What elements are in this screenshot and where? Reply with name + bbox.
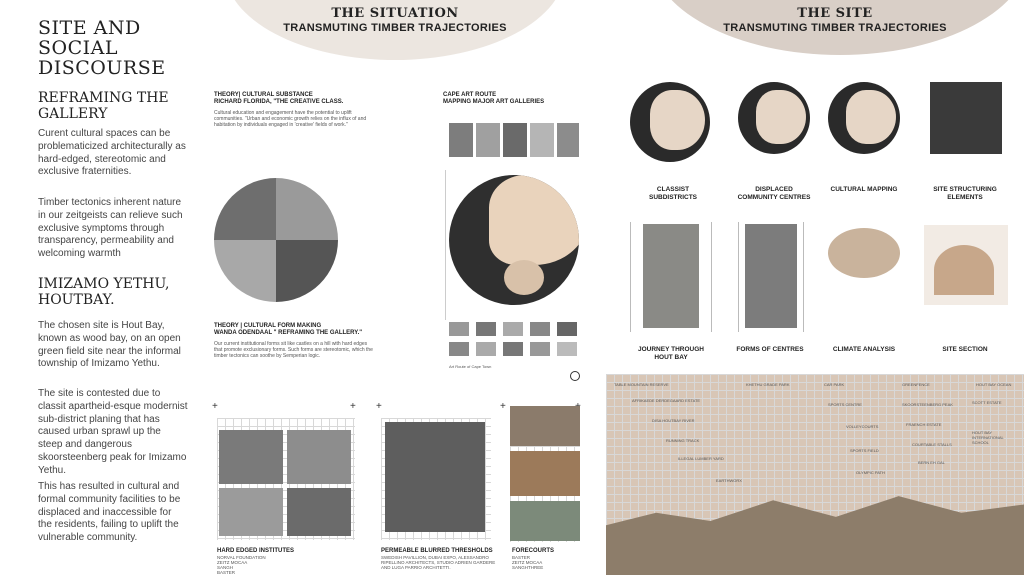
journey-frame — [630, 222, 712, 332]
section-label: HOUT BAY INTERNATIONAL SCHOOL — [972, 430, 1004, 445]
situation-subtitle: TRANSMUTING TIMBER TRAJECTORIES — [283, 22, 507, 34]
gallery-thumb — [476, 342, 496, 356]
section-labels — [606, 374, 1024, 494]
paragraph-contested-site: The site is contested due to classit apartheid-esque modernist sub-district planing that has caused urban sprawl up the steep and dangerous skoorsteenberg peak for Imizamo Yethu. — [38, 388, 188, 476]
section-label: SPORTS CENTRE — [828, 402, 862, 407]
cape-art-route-heading — [443, 92, 583, 106]
caption-forms-of-centres: FORMS OF CENTRES — [736, 346, 804, 353]
theory1-heading: THEORY| CULTURAL SUBSTANCE — [214, 92, 313, 98]
caption-classist-subdistricts: CLASSIST SUBDISTRICTS — [648, 186, 698, 201]
caption-climate: CLIMATE ANALYSIS — [832, 346, 896, 353]
gallery-thumb — [557, 322, 577, 336]
section-label: COURTABLE STALLS — [912, 442, 952, 447]
landscape-terrain — [606, 492, 1024, 575]
section-title-reframing: REFRAMING THE GALLERY — [38, 90, 169, 122]
collage-photo-2 — [276, 178, 338, 240]
section-label: EARTHWORX — [716, 478, 742, 483]
gallery-thumb — [530, 123, 554, 157]
north-arrow-icon — [570, 371, 580, 381]
paragraph-cultural-spaces: Curent cultural spaces can be problematicized architecturally as hard-edged, stereotomic and exclusive fraternities. — [38, 128, 186, 178]
panel2-title: PERMEABLE BLURRED THRESHOLDS — [381, 548, 493, 554]
gallery-thumb — [557, 342, 577, 356]
site-structuring-photo — [930, 82, 1002, 154]
section-label: HOUT BAY OCEAN — [976, 382, 1012, 387]
gallery-thumb — [530, 322, 550, 336]
community-centres-map — [738, 82, 810, 154]
panel3-subtitle: BASTER ZEITZ MOCAA SANGHTHREE — [512, 555, 544, 570]
forms-photo-strip — [745, 224, 797, 328]
map-land — [846, 90, 896, 144]
panel2-subtitle: SWEDISH PAVILLION, DUBAI EXPO, ALESSANDRO RIPELLINO ARCHITECTS, STUDIO ADRIEN GARDERE AND LUGA PARRIO ARCHITETTI. — [381, 555, 496, 570]
gallery-thumb — [476, 322, 496, 336]
crosshair-icon: + — [376, 401, 382, 412]
portrait-collage-circle — [214, 178, 338, 302]
map-land-mass — [489, 175, 579, 265]
forecourt-photo — [510, 406, 580, 446]
gallery-thumb — [449, 322, 469, 336]
section-label: RUNNING TRACK — [666, 438, 700, 443]
section-label: VOLLEYCOURTS — [846, 424, 879, 429]
classist-subdistricts-map — [630, 82, 710, 162]
climate-analysis-diagram — [828, 228, 900, 278]
site-section-diagram — [924, 225, 1008, 305]
gallery-thumb — [449, 123, 473, 157]
collage-photo-4 — [276, 240, 338, 302]
section-label: DISA HOUTBAY RIVER — [652, 418, 695, 423]
theory1-body: Cultural education and engagement have the potential to uplift communities. "Urban and economic growth relies on the influx of and habitation by individuals engaged in 'creative' fields of work." — [214, 110, 367, 129]
theory1-author: RICHARD FLORIDA, "THE CREATIVE CLASS. — [214, 99, 344, 105]
paragraph-chosen-site: The chosen site is Hout Bay, known as wood bay, on an open green field site near the informal township of Imizamo Yethu. — [38, 320, 181, 370]
site-header — [680, 6, 990, 34]
section-label: OLYMPIC PATH — [856, 470, 885, 475]
section-label: BERN EH GAL — [918, 460, 945, 465]
crosshair-icon: + — [500, 401, 506, 412]
section-label: SCOTT ESTATE — [972, 400, 1002, 405]
institute-photo — [219, 430, 283, 484]
forms-frame — [738, 222, 804, 332]
caption-cultural-mapping: CULTURAL MAPPING — [830, 186, 898, 193]
cape-town-route-map — [449, 175, 579, 305]
caption-site-structuring: SITE STRUCTURING ELEMENTS — [933, 186, 997, 201]
theory-cultural-substance — [214, 92, 374, 129]
institute-photo — [287, 430, 351, 484]
situation-header — [250, 6, 540, 34]
gallery-thumb — [449, 342, 469, 356]
page-title: SITE AND SOCIAL DISCOURSE — [38, 17, 166, 79]
section-fan — [934, 245, 994, 295]
section-label: TABLE MOUNTAIN RESERVE — [614, 382, 669, 387]
institute-photo — [219, 488, 283, 536]
section-label: AFRIKAEDE DERDEGAARD ESTATE — [632, 398, 701, 403]
section-label: KHETHU GRADE PARK — [746, 382, 790, 387]
site-subtitle: TRANSMUTING TIMBER TRAJECTORIES — [723, 22, 947, 34]
paragraph-timber-tectonics: Timber tectonics inherent nature in our zeitgeists can relieve such exclusive symptoms through transparency, permeability and welcoming warmth — [38, 197, 183, 260]
gallery-thumb — [503, 342, 523, 356]
map-land — [756, 90, 806, 144]
gallery-thumb — [557, 123, 579, 157]
institute-photo — [287, 488, 351, 536]
left-column — [0, 0, 200, 575]
section-label: CAR PARK — [824, 382, 845, 387]
route-heading: CAPE ART ROUTE — [443, 92, 497, 98]
caption-journey: JOURNEY THROUGH HOUT BAY — [638, 346, 704, 361]
forecourts-caption — [512, 548, 592, 570]
section-label: SPORTS FIELD — [850, 448, 879, 453]
gallery-thumbnails-top — [449, 123, 579, 159]
section-label: FRAENCH ESTATE — [906, 422, 942, 427]
map-peninsula — [504, 260, 544, 295]
permeable-thresholds-panel — [381, 418, 491, 540]
forecourts-panel — [510, 406, 580, 542]
situation-title: THE SITUATION — [331, 6, 459, 21]
theory-cultural-form-making — [214, 323, 374, 360]
caption-site-section: SITE SECTION — [942, 346, 988, 353]
collage-photo-3 — [214, 240, 276, 302]
section-label: ILLEGAL LUMBER YARD — [678, 456, 724, 461]
gallery-thumb — [503, 123, 527, 157]
hard-edged-institutes-panel — [217, 418, 355, 540]
gallery-thumb — [503, 322, 523, 336]
journey-photo-strip — [643, 224, 699, 328]
caption-displaced-centres: DISPLACED COMMUNITY CENTRES — [737, 186, 811, 201]
hard-edged-caption — [217, 548, 367, 575]
crosshair-icon: + — [350, 401, 356, 412]
panel3-title: FORECOURTS — [512, 548, 554, 554]
forecourt-photo — [510, 451, 580, 496]
site-title: THE SITE — [797, 6, 873, 21]
panel1-subtitle: NORVAL FOUNDATION ZEITZ MOCAA SANGH BASTER — [217, 555, 266, 575]
paragraph-cultural-displacement: This has resulted in cultural and formal community facilities to be displaced and inaccessible for the residents, failing to uplift the vulnerable community. — [38, 481, 181, 544]
map-land — [650, 90, 705, 150]
gallery-thumbnails-bottom — [449, 322, 579, 360]
section-label: SKOORSTEENBERG PEAK — [902, 402, 953, 407]
gallery-thumb — [530, 342, 550, 356]
theory2-author: WANDA ODENDAAL " REFRAMING THE GALLERY." — [214, 330, 363, 336]
forest-pavilion-photo — [385, 422, 485, 532]
collage-photo-1 — [214, 178, 276, 240]
section-title-imizamo: IMIZAMO YETHU, HOUTBAY. — [38, 276, 170, 308]
panel1-title: HARD EDGED INSTITUTES — [217, 548, 295, 554]
route-map-caption: Art Route of Cape Town — [449, 364, 492, 369]
cultural-mapping-map — [828, 82, 900, 154]
crosshair-icon: + — [212, 401, 218, 412]
theory2-heading: THEORY | CULTURAL FORM MAKING — [214, 323, 322, 329]
gallery-thumb — [476, 123, 500, 157]
forecourt-photo — [510, 501, 580, 541]
theory2-body: Our current institutional forms sit like castles on a hill with hard edges that promote exclusionary forms. Such forms are stereotomic, which the timber tectonics can soothe by Semperian logic. — [214, 341, 373, 360]
route-subheading: MAPPING MAJOR ART GALLERIES — [443, 99, 545, 105]
permeable-caption — [381, 548, 501, 570]
section-label: GREENFENCE — [902, 382, 930, 387]
